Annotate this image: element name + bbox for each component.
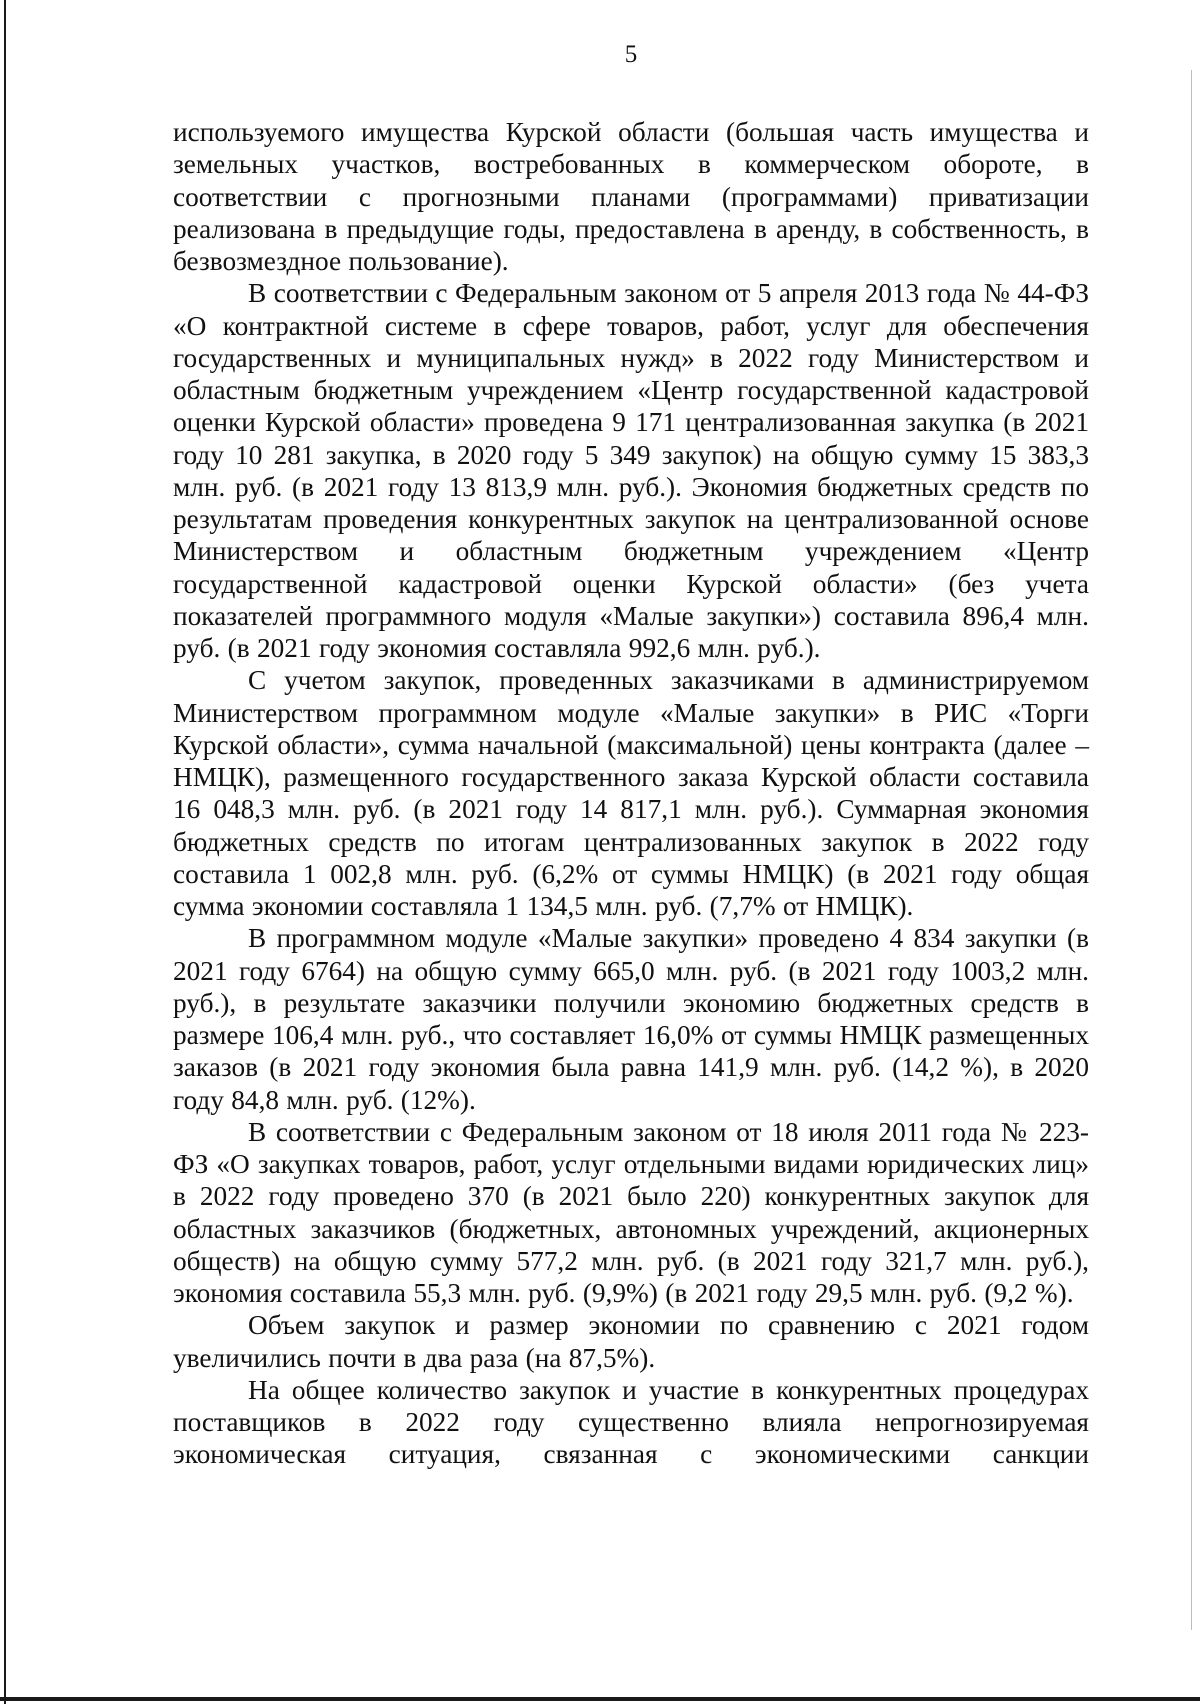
- paragraph-223fz-procurement: В соответствии с Федеральным законом от 18 июля 2011 года № 223-ФЗ «О закупках товаров, работ, услуг отдельными видами юридических лиц» в 2022 году проведено 370 (в 2021 было 220) конкурентных закупок для областных заказчиков (бюджетных, автономных учреждений, акционерных обществ) на общую сумму 577,2 млн. руб. (в 2021 году 321,7 млн. руб.), экономия составила 55,3 млн. руб. (9,9%) (в 2021 году 29,5 млн. руб. (9,2 %).: [173, 1116, 1089, 1308]
- paragraph-volume-growth: Объем закупок и размер экономии по сравнению с 2021 годом увеличились почти в два раза (на 87,5%).: [173, 1310, 1089, 1373]
- paragraph-nmck-savings: С учетом закупок, проведенных заказчиками в администрируемом Министерством программном модуле «Малые закупки» в РИС «Торги Курской области», сумма начальной (максимальной) цены контракта (далее – НМЦК), размещенного государственного заказа Курской области составила 16 048,3 млн. руб. (в 2021 году 14 817,1 млн. руб.). Суммарная экономия бюджетных средств по итогам централизованных закупок в 2022 году составила 1 002,8 млн. руб. (6,2% от суммы НМЦК) (в 2021 году общая сумма экономии составляла 1 134,5 млн. руб. (7,7% от НМЦК).: [173, 665, 1089, 921]
- paragraph-property-usage: используемого имущества Курской области (большая часть имущества и земельных участков, востребованных в коммерческом обороте, в соответствии с прогнозными планами (программами) приватизации реализована в предыдущие годы, предоставлена в аренду, в собственность, в безвозмездное пользование).: [173, 117, 1089, 276]
- paragraph-44fz-procurement: В соответствии с Федеральным законом от 5 апреля 2013 года № 44-ФЗ «О контрактной системе в сфере товаров, работ, услуг для обеспечения государственных и муниципальных нужд» в 2022 году Министерством и областным бюджетным учреждением «Центр государственной кадастровой оценки Курской области» проведена 9 171 централизованная закупка (в 2021 году 10 281 закупка, в 2020 году 5 349 закупок) на общую сумму 15 383,3 млн. руб. (в 2021 году 13 813,9 млн. руб.). Экономия бюджетных средств по результатам проведения конкурентных закупок на централизованной основе Министерством и областным бюджетным учреждением «Центр государственной кадастровой оценки Курской области» (без учета показателей программного модуля «Малые закупки») составила 896,4 млн. руб. (в 2021 году экономия составляла 992,6 млн. руб.).: [173, 278, 1089, 663]
- document-body: [173, 116, 1089, 1471]
- scan-edge-right: [1191, 70, 1192, 1630]
- paragraph-economic-situation: На общее количество закупок и участие в конкурентных процедурах поставщиков в 2022 году существенно влияла непрогнозируемая экономическая ситуация, связанная с экономическими санкции: [173, 1374, 1089, 1470]
- paragraph-small-purchases: В программном модуле «Малые закупки» проведено 4 834 закупки (в 2021 году 6764) на общую сумму 665,0 млн. руб. (в 2021 году 1003,2 млн. руб.), в результате заказчики получили экономию бюджетных средств в размере 106,4 млн. руб., что составляет 16,0% от суммы НМЦК размещенных заказов (в 2021 году экономия была равна 141,9 млн. руб. (14,2 %), в 2020 году 84,8 млн. руб. (12%).: [173, 923, 1089, 1115]
- scan-edge-left: [4, 0, 6, 1704]
- scan-edge-bottom: [0, 1697, 1200, 1701]
- page-number: 5: [624, 41, 638, 68]
